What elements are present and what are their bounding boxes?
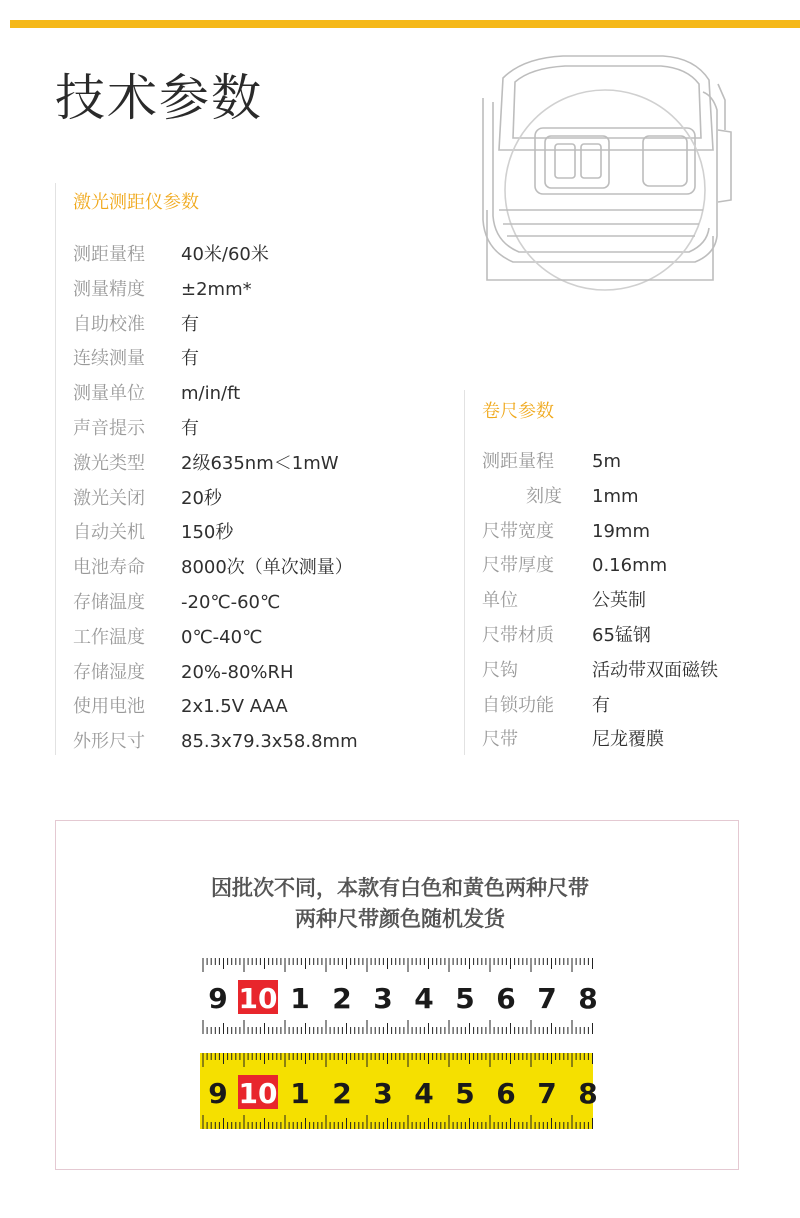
spec-key: 测距量程 <box>73 244 145 265</box>
spec-value: 公英制 <box>592 590 646 612</box>
spec-row <box>482 549 718 584</box>
spec-row <box>73 725 358 760</box>
spec-key: 尺带材质 <box>482 624 554 646</box>
tape-section-divider <box>464 390 465 755</box>
spec-value: 活动带双面磁铁 <box>592 659 718 681</box>
spec-key: 使用电池 <box>73 696 145 718</box>
spec-value: 0℃-40℃ <box>181 626 263 648</box>
spec-value: 19mm <box>592 520 650 542</box>
spec-key: 存储湿度 <box>73 661 145 683</box>
ruler-digit: 10 <box>238 1077 278 1110</box>
ruler-digit: 3 <box>373 1077 393 1110</box>
ruler-graphic <box>200 958 598 1034</box>
ruler-digit: 8 <box>578 982 598 1015</box>
ruler-digit: 5 <box>455 1077 475 1110</box>
white-tape-ruler <box>200 958 598 1034</box>
spec-key: 自动关机 <box>73 522 145 544</box>
spec-value: 有 <box>592 694 610 716</box>
spec-row <box>482 723 718 758</box>
spec-row <box>73 482 358 517</box>
ruler-digit: 9 <box>208 1077 228 1110</box>
tape-measure-illustration <box>463 40 737 290</box>
spec-key: 自锁功能 <box>482 694 554 716</box>
spec-key: 连续测量 <box>73 348 145 370</box>
spec-row <box>73 238 358 273</box>
tape-section-title: 卷尺参数 <box>482 401 554 422</box>
page-title: 技术参数 <box>55 69 263 127</box>
spec-value: 5m <box>592 451 621 472</box>
spec-value: 有 <box>181 348 199 370</box>
laser-section-divider <box>55 183 56 755</box>
spec-key: 尺钩 <box>482 659 518 681</box>
spec-value: 有 <box>181 313 199 335</box>
spec-row <box>73 412 358 447</box>
ruler-digit: 7 <box>537 1077 557 1110</box>
spec-key: 存储温度 <box>73 591 145 613</box>
spec-key: 外形尺寸 <box>73 731 145 753</box>
spec-value: 65锰钢 <box>592 624 651 646</box>
spec-row <box>482 584 718 619</box>
spec-row <box>482 689 718 724</box>
spec-key: 工作温度 <box>73 626 145 648</box>
top-accent-bar <box>10 20 800 28</box>
spec-value: 150秒 <box>181 522 234 544</box>
spec-row <box>73 308 358 343</box>
ruler-digit: 3 <box>373 982 393 1015</box>
spec-row <box>73 273 358 308</box>
ruler-digit: 5 <box>455 982 475 1015</box>
spec-row <box>482 480 718 515</box>
notice-line-1: 因批次不同，本款有白色和黄色两种尺带 <box>211 876 589 900</box>
ruler-digit: 10 <box>238 982 278 1015</box>
spec-row <box>73 342 358 377</box>
spec-key: 刻度 <box>526 485 562 507</box>
ruler-digit: 8 <box>578 1077 598 1110</box>
spec-value: ±2mm* <box>181 278 252 300</box>
laser-section-title: 激光测距仪参数 <box>73 192 199 213</box>
spec-key: 激光类型 <box>73 452 145 474</box>
spec-row <box>73 377 358 412</box>
spec-key: 单位 <box>482 590 518 612</box>
spec-row <box>482 515 718 550</box>
tape-spec-list <box>482 445 718 758</box>
spec-value: 85.3x79.3x58.8mm <box>181 731 358 753</box>
spec-value: m/in/ft <box>181 383 241 405</box>
spec-row <box>73 656 358 691</box>
spec-key: 尺带 <box>482 729 518 751</box>
spec-key: 声音提示 <box>73 417 145 439</box>
spec-value: 2级635nm＜1mW <box>181 452 339 474</box>
spec-key: 测量单位 <box>73 383 145 405</box>
yellow-tape-ruler <box>200 1053 598 1129</box>
spec-value: 8000次（单次测量） <box>181 557 353 579</box>
notice-line-2: 两种尺带颜色随机发货 <box>295 907 505 931</box>
ruler-digit: 1 <box>290 1077 310 1110</box>
ruler-digit: 2 <box>332 982 352 1015</box>
ruler-digit: 1 <box>290 982 310 1015</box>
spec-key: 尺带厚度 <box>482 555 554 577</box>
spec-key: 激光关闭 <box>73 487 145 509</box>
spec-row <box>73 690 358 725</box>
spec-value: 20秒 <box>181 487 222 509</box>
spec-key: 尺带宽度 <box>482 520 554 542</box>
spec-row <box>73 516 358 551</box>
spec-row <box>482 445 718 480</box>
spec-row <box>73 447 358 482</box>
spec-value: 0.16mm <box>592 555 668 577</box>
spec-row <box>73 586 358 621</box>
ruler-digit: 4 <box>414 982 434 1015</box>
ruler-digit: 2 <box>332 1077 352 1110</box>
ruler-graphic <box>200 1053 598 1129</box>
ruler-digit: 9 <box>208 982 228 1015</box>
spec-key: 测距量程 <box>482 451 554 472</box>
spec-key: 电池寿命 <box>73 557 145 579</box>
spec-value: -20℃-60℃ <box>181 591 281 613</box>
laser-spec-list <box>73 238 358 760</box>
spec-row <box>482 619 718 654</box>
ruler-digit: 6 <box>496 1077 516 1110</box>
spec-value: 20%-80%RH <box>181 661 294 683</box>
spec-key: 测量精度 <box>73 278 145 300</box>
spec-value: 2x1.5V AAA <box>181 696 288 718</box>
spec-value: 尼龙覆膜 <box>592 729 664 751</box>
ruler-digit: 4 <box>414 1077 434 1110</box>
spec-row <box>73 621 358 656</box>
spec-row <box>73 551 358 586</box>
spec-value: 有 <box>181 417 199 439</box>
spec-key: 自助校准 <box>73 313 145 335</box>
spec-value: 40米/60米 <box>181 244 269 265</box>
ruler-digit: 7 <box>537 982 557 1015</box>
spec-value: 1mm <box>592 485 639 507</box>
spec-row <box>482 654 718 689</box>
ruler-digit: 6 <box>496 982 516 1015</box>
